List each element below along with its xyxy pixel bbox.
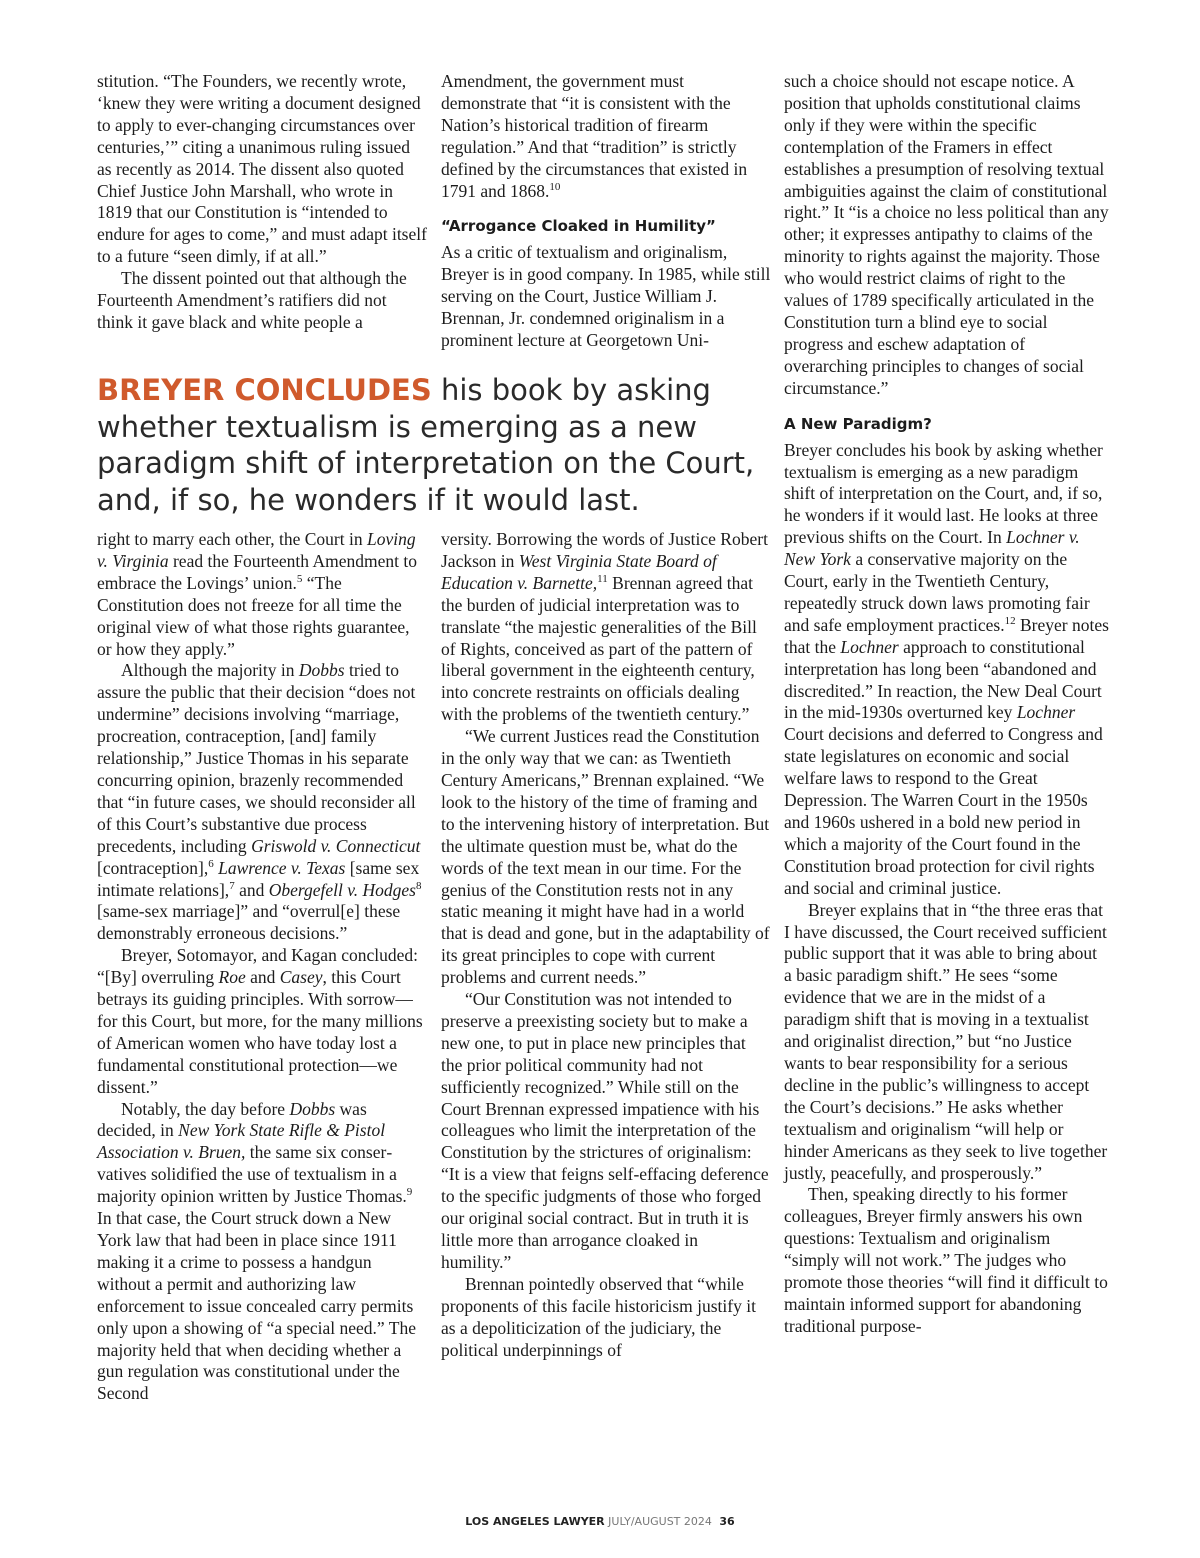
footnote-ref: 7: [229, 879, 235, 892]
column-2-top: [441, 71, 771, 352]
paragraph: The dissent pointed out that although the Fourteenth Amendment’s ratifiers did not think it gave black and white people a: [97, 268, 407, 332]
footnote-ref: 5: [296, 572, 303, 585]
paragraph: Notably, the day before Dobbs was decided, in New York State Rifle & Pistol Association v. Bruen, the same six conservatives solidified the use of textualism in a majority opinion written by Justice Thomas.$^9$ In that case, the Court struck down a New York law that had been in place since 1911 making it a crime to possess a handgun without a permit and authorizing law enforcement to issue concealed carry permits only upon a showing of “a special need.” The majority held that when deciding whether a gun regulation was constitutional under the Second: [97, 1098, 416, 1404]
paragraph: stitution. “The Founders, we recently wrote, ‘knew they were writing a document designed to apply to ever-changing circumstances over centuries,’” citing a unanimous ruling issued as recently as 2014. The dissent also quoted Chief Justice John Marshall, who wrote in 1819 that our Constitution is “intended to endure for ages to come,” and must adapt itself to a future “seen dimly, if at all.”: [97, 71, 427, 267]
paragraph: “We current Justices read the Constitution in the only way that we can: as Twentieth Century Americans,” Brennan explained. “We look to the history of the time of framing and to the intervening history of interpretation. But the ultimate question must be, what do the words of the text mean in our time. For the genius of the Constitution rests not in any static meaning it might have had in a world that is dead and gone, but in the adaptability of its great principles to cope with current problems and current needs.”: [441, 726, 770, 988]
paragraph: “Our Constitution was not intended to preserve a preexisting society but to make a new one, to put in place new principles that the prior political community had not sufficiently recognized.” While still on the Court Brennan expressed impatience with his colleagues who limit the interpretation of the Constitution by the strictures of originalism: “It is a view that feigns self-effacing deference to the specific judgments of those who forged our original social contract. But in truth it is little more than arrogance cloaked in humility.”: [441, 989, 769, 1272]
paragraph: Breyer concludes his book by asking whether textualism is emerging as a new paradigm shift of interpretation on the Court, and, if so, he wonders if it would last. He looks at three previous shifts on the Court. In Lochner v. New York a conservative majority on the Court, early in the Twentieth Century, repeatedly struck down laws promoting fair and safe employment practices.$^{12}$ Breyer notes that the Lochner approach to constitutional interpretation has long been “abandoned and discredited.” In reaction, the New Deal Court in the mid-1930s overturned key Lochner Court decisions and deferred to Congress and state legislatures on economic and social welfare laws to respond to the Great Depression. The Warren Court in the 1950s and 1960s ushered in a bold new period in which a majority of the Court found in the Constitution broad protection for civil rights and social and criminal justice.: [784, 439, 1109, 898]
publication-name: LOS ANGELES LAWYER: [465, 1515, 605, 1528]
column-1-bottom: [97, 529, 427, 1405]
column-3: [784, 71, 1109, 1338]
paragraph: Brennan pointedly observed that “while proponents of this facile historicism justify it as a depoliticization of the judiciary, the political underpinnings of: [441, 1273, 756, 1360]
footnote-ref: 12: [1004, 615, 1016, 628]
paragraph: Although the majority in Dobbs tried to assure the public that their decision “does not undermine” decisions involving “marriage, procreation, contraception, [and] family relationship,” Justice Thomas in his separate concurring opinion, brazenly recommended that “in future cases, we should reconsider all of this Court’s substantive due process precedents, including Griswold v. Connecticut [contraception],$^6$ Lawrence v. Texas [same sex intimate relations],$^7$ and Obergefell v. Hodges$^8$ [same-sex marriage]” and “overrul[e] these demonstrably erroneous decisions.”: [97, 660, 422, 944]
paragraph: Amendment, the government must demonstrate that “it is consistent with the Nation’s historical tradition of firearm regulation.” And that “tradition” is strictly defined by the circumstances that existed in 1791 and 1868.10: [441, 71, 748, 201]
paragraph: As a critic of textualism and originalism, Breyer is in good company. In 1985, while still serving on the Court, Justice William J. Brennan, Jr. condemned originalism in a prominent lecture at Georgetown Uni-: [441, 242, 771, 351]
pull-quote-lead: BREYER CONCLUDES: [97, 373, 432, 407]
paragraph: such a choice should not escape notice. A position that upholds constitutional claims only if they were within the specific contemplation of the Framers in effect establishes a presumption of resolving textual ambiguities against the claim of constitutional right.” It “is a choice no less political than any other; it expresses antipathy to claims of the minority to rights against the majority. Those who would restrict claims of right to the values of 1789 specifically articulated in the Constitution turn a blind eye to social progress and eschew adaptation of overarching principles to changes of social circumstance.”: [784, 71, 1109, 398]
paragraph: Then, speaking directly to his former colleagues, Breyer firmly answers his own questions: Textualism and originalism “simply will not work.” The judges who promote those theories “will find it difficult to maintain informed support for abandoning traditional purpose-: [784, 1184, 1108, 1336]
page-number: 36: [719, 1515, 735, 1528]
footnote-ref: 11: [597, 572, 608, 585]
column-2-bottom: [441, 529, 771, 1361]
paragraph: versity. Borrowing the words of Justice Robert Jackson in West Virginia State Board of Education v. Barnette,$^{11}$ Brennan agreed that the burden of judicial interpretation was to translate “the majestic generalities of the Bill of Rights, conceived as part of the pattern of liberal government in the eighteenth century, into concrete restraints on officials dealing with the problems of the twentieth century.”: [441, 529, 768, 725]
issue-date: JULY/AUGUST 2024: [608, 1515, 712, 1528]
pull-quote-text: his book by asking whether textualism is emerging as a new paradigm shift of interpretation on the Court, and, if so, he wonders if it would last.: [97, 373, 755, 517]
section-subhead: “Arrogance Cloaked in Humility”: [441, 217, 716, 236]
column-1-top: [97, 71, 427, 334]
footnote-ref: 10: [549, 180, 561, 193]
section-subhead: A New Paradigm?: [784, 414, 932, 433]
page-footer: [0, 1515, 1200, 1528]
pull-quote: [97, 372, 757, 518]
paragraph: right to marry each other, the Court in Loving v. Virginia read the Fourteenth Amendment to embrace the Lovings’ union.$^5$ “The Constitution does not freeze for all time the original view of what those rights guarantee, or how they apply.”: [97, 529, 417, 659]
paragraph: Breyer explains that in “the three eras that I have discussed, the Court received sufficient public support that it was able to bring about a basic paradigm shift.” He sees “some evidence that we are in the midst of a paradigm shift that is moving in a textualist and originalist direction,” but “no Justice wants to bear responsibility for a serious decline in the public’s willingness to accept the Court’s decisions.” He asks whether textualism and originalism “will help or hinder Americans as they seek to live together justly, peacefully, and prosperously.”: [784, 899, 1108, 1183]
footnote-ref: 6: [208, 857, 214, 870]
paragraph: Breyer, Sotomayor, and Kagan concluded: “[By] overruling Roe and Casey, this Court betrays its guiding principles. With sorrow—for this Court, but more, for the many millions of American women who have today lost a fundamental constitutional protection—we dissent.”: [97, 945, 423, 1097]
footnote-ref: 8: [415, 879, 422, 892]
footnote-ref: 9: [406, 1186, 413, 1199]
